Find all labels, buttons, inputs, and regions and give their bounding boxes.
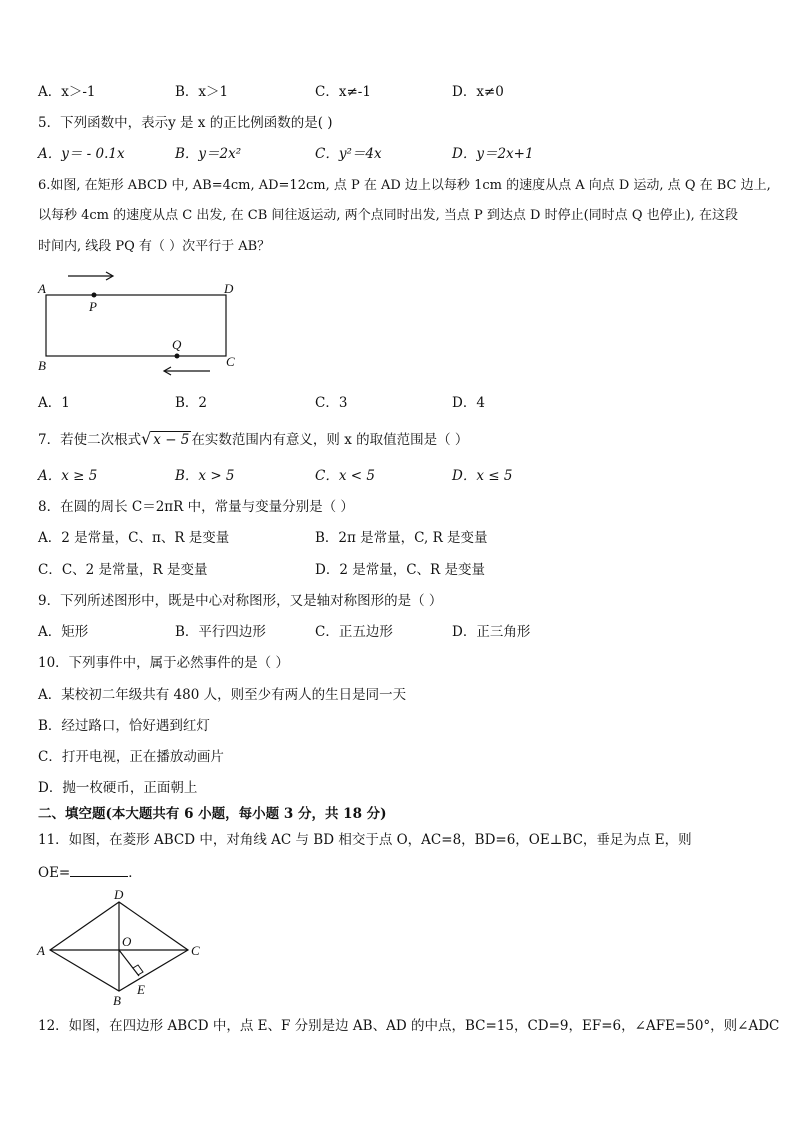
label-c: C <box>191 943 200 958</box>
arrow-left-icon <box>164 367 210 375</box>
q10-stem: 10．下列事件中，属于必然事件的是（ ） <box>38 655 289 671</box>
q7-option-b: B．x > 5 <box>175 468 235 484</box>
q10-option-a: A．某校初二年级共有 480 人，则至少有两人的生日是同一天 <box>38 687 407 703</box>
section-heading-fill-in: 二、填空题(本大题共有 6 小题，每小题 3 分，共 18 分) <box>38 806 387 822</box>
q6-option-c: C．3 <box>315 395 348 411</box>
label-a: A <box>37 943 45 958</box>
label-q: Q <box>172 337 182 352</box>
q11-answer-blank <box>70 862 128 877</box>
label-o: O <box>122 934 132 949</box>
q5-option-d: D．y＝2x+1 <box>452 146 534 162</box>
q5-option-a: A．y＝ - 0.1x <box>38 146 125 162</box>
q5-option-c: C．y²＝4x <box>315 146 382 162</box>
q7-option-d: D．x ≤ 5 <box>452 468 513 484</box>
q11-period: ． <box>128 865 142 881</box>
rectangle-abcd <box>46 295 226 356</box>
q6-option-a: A．1 <box>38 395 70 411</box>
q6-line2: 以每秒 4cm 的速度从点 C 出发, 在 CB 间往返运动, 两个点同时出发, 当点 P 到达点 D 时停止(同时点 Q 也停止), 在这段 <box>38 208 738 223</box>
q8-option-c: C．C、2 是常量，R 是变量 <box>38 562 208 578</box>
q8-stem: 8．在圆的周长 C＝2πR 中，常量与变量分别是（ ） <box>38 499 354 515</box>
q6-option-b: B．2 <box>175 395 208 411</box>
q8-option-a: A．2 是常量，C、π、R 是变量 <box>38 530 230 546</box>
q8-option-d: D．2 是常量，C、R 是变量 <box>315 562 485 578</box>
label-c: C <box>226 354 235 369</box>
label-b: B <box>38 358 46 373</box>
q7-stem-before: 7．若使二次根式 <box>38 432 142 448</box>
q10-option-d: D．抛一枚硬币，正面朝上 <box>38 780 198 796</box>
q7-radicand: x − 5 <box>153 432 190 448</box>
label-p: P <box>89 299 97 314</box>
q4-option-b: B．x＞1 <box>175 84 229 100</box>
point-p <box>92 293 97 298</box>
sqrt-icon: √ <box>141 429 152 448</box>
point-q <box>175 354 180 359</box>
q9-option-c: C．正五边形 <box>315 624 393 640</box>
q4-option-c: C．x≠-1 <box>315 84 371 100</box>
q9-option-b: B．平行四边形 <box>175 624 266 640</box>
q8-option-b: B．2π 是常量，C, R 是变量 <box>315 530 488 546</box>
q12-line1: 12．如图，在四边形 ABCD 中，点 E、F 分别是边 AB、AD 的中点，BC=15，CD=9，EF=6，∠AFE=50°，则∠ADC <box>38 1018 780 1034</box>
label-d: D <box>224 281 234 296</box>
q5-option-b: B．y＝2x² <box>175 146 242 162</box>
q4-option-a: A．x＞-1 <box>38 84 96 100</box>
q7-option-c: C．x < 5 <box>315 468 375 484</box>
q10-option-c: C．打开电视，正在播放动画片 <box>38 749 224 765</box>
q11-line2 <box>38 862 142 883</box>
q9-option-a: A．矩形 <box>38 624 89 640</box>
q6-line3: 时间内, 线段 PQ 有（ ）次平行于 AB？ <box>38 239 271 254</box>
q6-rectangle-figure <box>30 262 250 382</box>
q7-stem <box>38 429 468 450</box>
q11-oe-label: OE= <box>38 865 71 881</box>
segment-oe <box>119 950 139 976</box>
q6-line1: 6.如图, 在矩形 ABCD 中, AB=4cm, AD=12cm, 点 P 在 AD 边上以每秒 1cm 的速度从点 A 向点 D 运动, 点 Q 在 BC 边上, <box>38 178 771 193</box>
arrow-right-icon <box>68 272 113 280</box>
label-d: D <box>114 888 124 902</box>
q11-line1: 11．如图，在菱形 ABCD 中，对角线 AC 与 BD 相交于点 O，AC=8，BD=6，OE⊥BC，垂足为点 E，则 <box>38 832 692 848</box>
label-e: E <box>137 982 145 997</box>
q11-rhombus-figure <box>30 888 210 1008</box>
q7-option-a: A．x ≥ 5 <box>38 468 98 484</box>
q5-stem: 5．下列函数中，表示y 是 x 的正比例函数的是( ) <box>38 115 333 131</box>
q6-option-d: D．4 <box>452 395 485 411</box>
label-b: B <box>113 993 121 1008</box>
label-a: A <box>38 281 46 296</box>
q9-option-d: D．正三角形 <box>452 624 531 640</box>
q7-stem-after: 在实数范围内有意义，则 x 的取值范围是（ ） <box>191 432 469 448</box>
q4-option-d: D．x≠0 <box>452 84 504 100</box>
q10-option-b: B．经过路口，恰好遇到红灯 <box>38 718 210 734</box>
q9-stem: 9．下列所述图形中，既是中心对称图形，又是轴对称图形的是（ ） <box>38 593 443 609</box>
